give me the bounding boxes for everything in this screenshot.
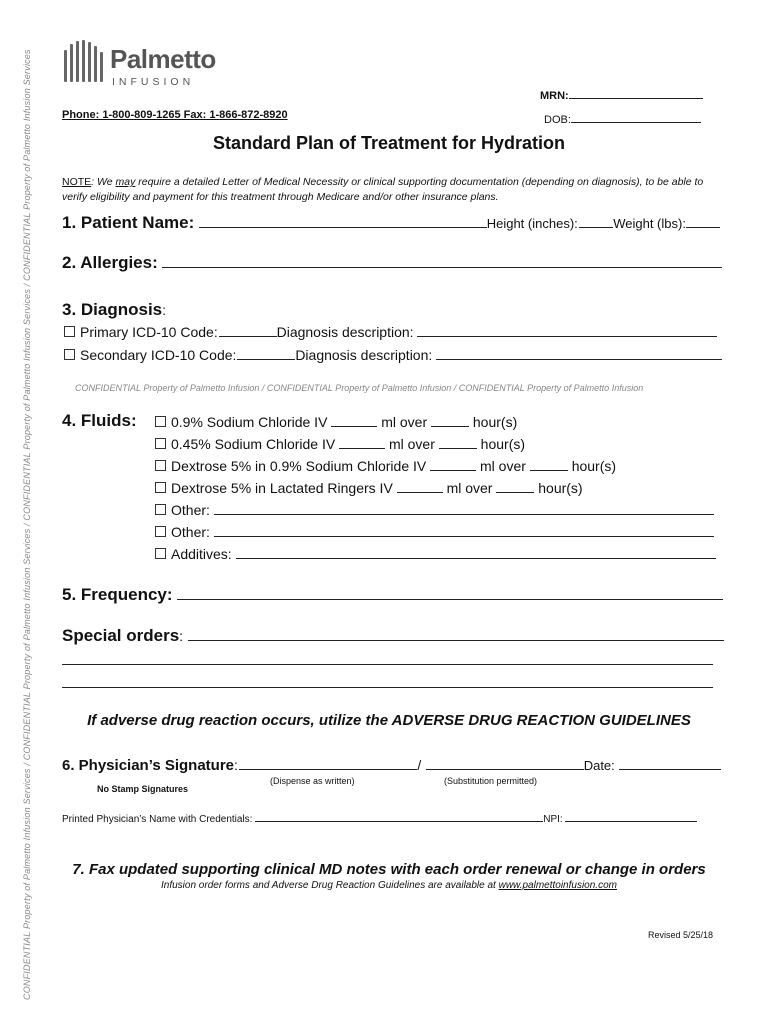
fluid-option-3 <box>155 457 616 474</box>
substitution-note: (Substitution permitted) <box>444 776 538 786</box>
secondary-icd-checkbox[interactable] <box>64 349 75 360</box>
dob-field[interactable] <box>571 109 701 123</box>
signature-sub-field[interactable] <box>426 756 584 770</box>
fluid-option-4 <box>155 479 583 496</box>
signature-daw-field[interactable] <box>239 756 417 770</box>
special-orders-label: Special orders <box>62 626 180 645</box>
additives-field[interactable] <box>236 545 716 559</box>
other-2-field[interactable] <box>214 523 714 537</box>
fluid-other-1 <box>155 501 714 518</box>
weight-label: Weight (lbs): <box>613 216 686 231</box>
special-orders-field-3[interactable] <box>62 687 713 688</box>
fluid-1-hours: hour(s) <box>472 414 518 430</box>
signature-slash: / <box>417 757 422 773</box>
frequency-label: 5. Frequency: <box>62 585 173 604</box>
fluid-4-hours: hour(s) <box>538 480 583 496</box>
height-field[interactable] <box>579 214 613 228</box>
fax-instruction: 7. Fax updated supporting clinical MD notes with each order renewal or change in orders <box>72 861 706 878</box>
fluid-1-hours-field[interactable] <box>431 413 469 427</box>
fluid-4-ml-over: ml over <box>446 480 493 496</box>
fluid-additives <box>155 545 716 562</box>
fluid-3-ml-over: ml over <box>480 458 526 474</box>
forms-availability <box>0 880 770 891</box>
fluid-2-hours-field[interactable] <box>439 435 477 449</box>
fluid-1-label: 0.9% Sodium Chloride IV <box>171 414 328 430</box>
printed-name-field[interactable] <box>255 810 543 822</box>
diagnosis-colon: : <box>162 302 167 318</box>
other-2-checkbox[interactable] <box>155 526 166 537</box>
fluid-1-checkbox[interactable] <box>155 416 166 427</box>
primary-icd-checkbox[interactable] <box>64 326 75 337</box>
special-orders-field-1[interactable] <box>188 627 724 641</box>
other-1-field[interactable] <box>214 501 714 515</box>
fluid-2-label: 0.45% Sodium Chloride IV <box>171 436 336 452</box>
primary-desc-label: Diagnosis description: <box>276 324 414 340</box>
date-label: Date: <box>583 758 615 773</box>
fluid-2-ml-field[interactable] <box>339 435 385 449</box>
dispense-note: (Dispense as written) <box>270 776 355 786</box>
fluid-2-checkbox[interactable] <box>155 438 166 449</box>
logo-name: Palmetto <box>110 44 216 74</box>
special-orders-colon: : <box>179 628 184 644</box>
primary-icd-label: Primary ICD-10 Code: <box>80 324 218 340</box>
fluid-4-ml-field[interactable] <box>397 479 443 493</box>
no-stamp-note: No Stamp Signatures <box>97 784 189 794</box>
fluid-option-2 <box>155 435 525 452</box>
secondary-desc-label: Diagnosis description: <box>295 347 433 363</box>
fluid-3-hours: hour(s) <box>571 458 617 474</box>
fluid-3-hours-field[interactable] <box>530 457 568 471</box>
revised-date: Revised 5/25/18 <box>648 930 714 940</box>
note-may: may <box>115 176 136 188</box>
fluid-4-checkbox[interactable] <box>155 482 166 493</box>
height-label: Height (inches): <box>486 216 578 231</box>
allergies-field[interactable] <box>162 254 722 268</box>
note-block <box>62 175 732 205</box>
palmetto-logo <box>62 38 242 90</box>
fluid-3-label: Dextrose 5% in 0.9% Sodium Chloride IV <box>171 458 427 474</box>
patient-name-label: 1. Patient Name: <box>62 213 195 232</box>
other-1-label: Other: <box>171 502 210 518</box>
additives-checkbox[interactable] <box>155 548 166 559</box>
fluid-4-label: Dextrose 5% in Lactated Ringers IV <box>171 480 393 496</box>
fluid-4-hours-field[interactable] <box>496 479 534 493</box>
secondary-icd-field[interactable] <box>237 346 295 360</box>
forms-availability-text: Infusion order forms and Adverse Drug Reaction Guidelines are available at <box>161 880 499 891</box>
frequency-field[interactable] <box>177 586 723 600</box>
allergies-label: 2. Allergies: <box>62 253 158 272</box>
phone-fax: Phone: 1-800-809-1265 Fax: 1-866-872-8920 <box>62 109 288 121</box>
npi-field[interactable] <box>565 810 697 822</box>
fluid-1-ml-over: ml over <box>381 414 428 430</box>
note-text-line2: verify eligibility and payment for this treatment through Medicare and/or other insurance plans. <box>62 191 499 203</box>
primary-desc-field[interactable] <box>417 323 717 337</box>
primary-icd-field[interactable] <box>219 323 277 337</box>
npi-label: NPI: <box>543 814 563 825</box>
fluid-1-ml-field[interactable] <box>331 413 377 427</box>
logo-sub: INFUSION <box>112 76 195 88</box>
special-orders-field-2[interactable] <box>62 664 713 665</box>
weight-field[interactable] <box>686 214 720 228</box>
mrn-label: MRN: <box>540 90 569 102</box>
note-text-b: require a detailed Letter of Medical Necessity or clinical supporting documentation (depending on diagnosis), to be able to <box>135 176 704 188</box>
fluid-3-checkbox[interactable] <box>155 460 166 471</box>
fluid-2-ml-over: ml over <box>388 436 435 452</box>
confidential-line: CONFIDENTIAL Property of Palmetto Infusion / CONFIDENTIAL Property of Palmetto Infusion / CONFIDENTIAL Property of Palmetto Infusion <box>75 383 644 393</box>
secondary-icd-label: Secondary ICD-10 Code: <box>80 347 237 363</box>
note-text-a: : We <box>91 176 116 188</box>
fluid-option-1 <box>155 413 517 430</box>
dob-label: DOB: <box>544 114 571 126</box>
fluid-3-ml-field[interactable] <box>430 457 476 471</box>
other-1-checkbox[interactable] <box>155 504 166 515</box>
fluids-label: 4. Fluids: <box>62 411 137 430</box>
palm-leaf-icon <box>62 40 104 82</box>
patient-name-field[interactable] <box>199 214 487 228</box>
mrn-field[interactable] <box>569 85 703 99</box>
diagnosis-label: 3. Diagnosis <box>62 300 163 319</box>
sidebar-confidential-text: CONFIDENTIAL Property of Palmetto Infusion Services / CONFIDENTIAL Property of Palmetto Infusion Services / CONFIDENTIAL Property of Palmetto Infusion Services / CONFIDENTIAL Property of Palmetto Infusion Services <box>22 49 32 1000</box>
signature-label: 6. Physician’s Signature <box>62 757 235 774</box>
signature-colon: : <box>234 757 238 773</box>
fluid-other-2 <box>155 523 714 540</box>
page-title: Standard Plan of Treatment for Hydration <box>212 133 566 153</box>
date-field[interactable] <box>619 756 721 770</box>
adverse-reaction-note: If adverse drug reaction occurs, utilize the ADVERSE DRUG REACTION GUIDELINES <box>87 712 691 729</box>
website-link[interactable]: www.palmettoinfusion.com <box>498 880 617 891</box>
other-2-label: Other: <box>171 524 210 540</box>
secondary-desc-field[interactable] <box>436 346 722 360</box>
note-label: NOTE <box>62 176 92 188</box>
fluid-2-hours: hour(s) <box>480 436 526 452</box>
printed-name-label: Printed Physician’s Name with Credentials: <box>62 814 253 825</box>
additives-label: Additives: <box>171 546 232 562</box>
